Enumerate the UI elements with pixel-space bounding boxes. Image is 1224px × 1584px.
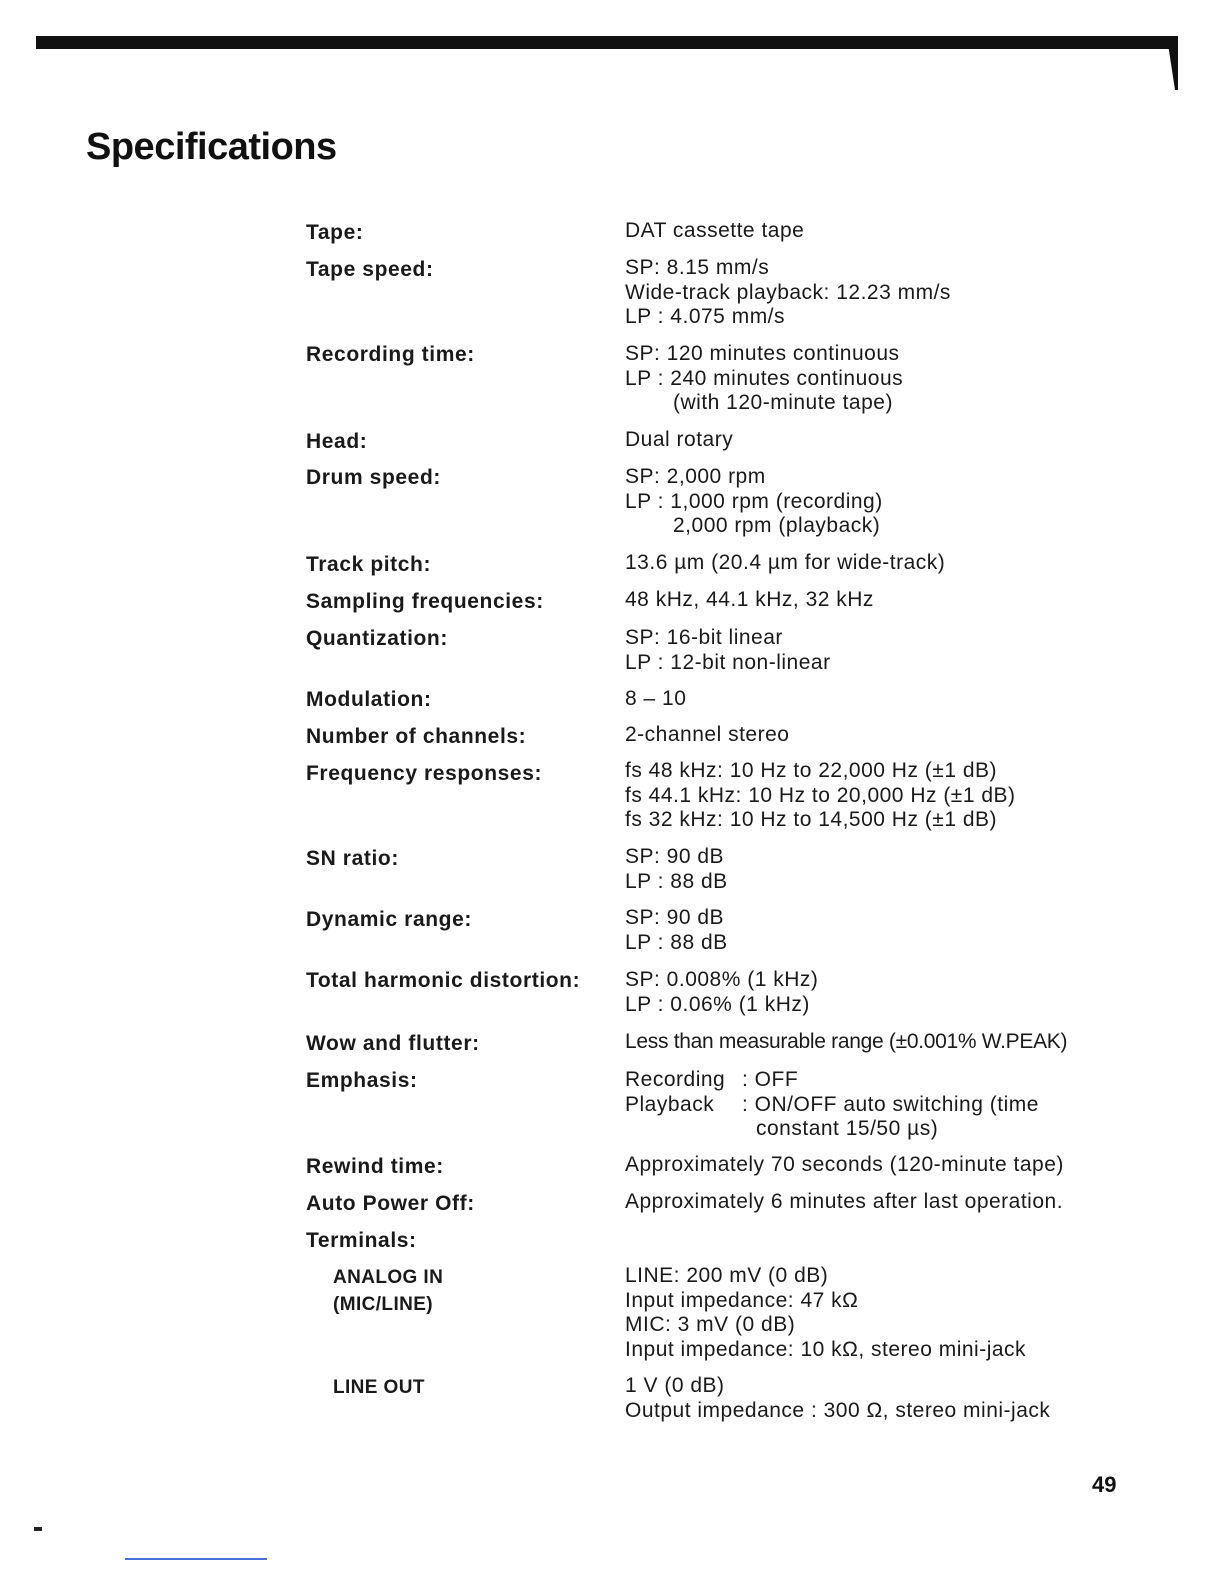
spec-line: fs 48 kHz: 10 Hz to 22,000 Hz (±1 dB) [625, 759, 998, 782]
spec-label-tape-speed: Tape speed: [306, 258, 434, 281]
spec-value-recording-time [625, 342, 903, 416]
spec-label-sn-ratio: SN ratio: [306, 847, 399, 870]
spec-label-line-out: LINE OUT [333, 1377, 425, 1398]
spec-label-track-pitch: Track pitch: [306, 553, 432, 576]
spec-line: 8 – 10 [625, 687, 687, 710]
spec-label-frequency-responses: Frequency responses: [306, 762, 543, 785]
spec-line: LP : 1,000 rpm (recording) [625, 489, 883, 513]
spec-line: fs 32 kHz: 10 Hz to 14,500 Hz (±1 dB) [625, 808, 998, 831]
spec-label-number-of-channels: Number of channels: [306, 725, 527, 748]
spec-label-auto-power-off: Auto Power Off: [306, 1192, 475, 1215]
spec-value-tape [625, 219, 804, 244]
spec-line: Approximately 6 minutes after last operation. [625, 1190, 1064, 1213]
spec-line: SP: 2,000 rpm [625, 465, 766, 488]
spec-value-emphasis [625, 1068, 1039, 1142]
spec-line: fs 44.1 kHz: 10 Hz to 20,000 Hz (±1 dB) [625, 783, 1016, 807]
spec-value-sn-ratio [625, 845, 728, 894]
emphasis-recording-value: : OFF [742, 1068, 799, 1091]
spec-value-analog-in [625, 1264, 1026, 1362]
spec-label-modulation: Modulation: [306, 688, 432, 711]
spec-label-sampling-frequencies: Sampling frequencies: [306, 590, 544, 613]
spec-line: LP : 88 dB [625, 930, 728, 954]
spec-label-emphasis: Emphasis: [306, 1069, 418, 1092]
spec-label-rewind-time: Rewind time: [306, 1155, 444, 1178]
spec-line: LP : 88 dB [625, 869, 728, 893]
spec-line: Less than measurable range (±0.001% W.PEAK) [625, 1030, 1068, 1053]
spec-value-line-out [625, 1374, 1050, 1423]
spec-line: LINE: 200 mV (0 dB) [625, 1264, 829, 1287]
spec-line: Wide-track playback: 12.23 mm/s [625, 280, 951, 304]
spec-label-head: Head: [306, 430, 368, 453]
spec-line [625, 1093, 1039, 1118]
spec-value-number-of-channels [625, 723, 789, 748]
spec-value-tape-speed [625, 256, 951, 330]
spec-label-drum-speed: Drum speed: [306, 466, 441, 489]
spec-line: Input impedance: 47 kΩ [625, 1288, 859, 1312]
spec-line: SP: 0.008% (1 kHz) [625, 968, 819, 991]
scan-mark [34, 1527, 42, 1531]
spec-line: LP : 12-bit non-linear [625, 650, 831, 674]
spec-line: SP: 8.15 mm/s [625, 256, 770, 279]
emphasis-playback-value: : ON/OFF auto switching (time [742, 1092, 1039, 1116]
spec-label-terminals: Terminals: [306, 1229, 417, 1252]
spec-line: MIC: 3 mV (0 dB) [625, 1313, 796, 1336]
spec-line: LP : 240 minutes continuous [625, 366, 904, 390]
spec-label-total-harmonic-distortion: Total harmonic distortion: [306, 969, 581, 992]
spec-value-frequency-responses [625, 759, 1016, 833]
spec-value-sampling-frequencies [625, 588, 874, 613]
spec-line: DAT cassette tape [625, 219, 805, 242]
emphasis-playback-key: Playback [625, 1092, 715, 1116]
header-rule [36, 36, 1178, 49]
spec-label-dynamic-range: Dynamic range: [306, 908, 472, 931]
spec-line: (with 120-minute tape) [673, 391, 893, 414]
spec-line: SP: 16-bit linear [625, 626, 783, 649]
analog-in-label-line-1: ANALOG IN [333, 1267, 444, 1288]
spec-value-track-pitch [625, 551, 945, 576]
spec-value-drum-speed [625, 465, 883, 539]
spec-value-total-harmonic-distortion [625, 968, 818, 1017]
spec-line: Approximately 70 seconds (120-minute tape) [625, 1153, 1064, 1176]
header-rule-corner [1168, 44, 1178, 90]
page-number: 49 [1092, 1472, 1117, 1497]
spec-label-analog-in [333, 1264, 443, 1318]
spec-line: 2,000 rpm (playback) [673, 514, 881, 537]
spec-value-rewind-time [625, 1153, 1064, 1178]
spec-line: SP: 90 dB [625, 906, 725, 929]
analog-in-label-line-2: (MIC/LINE) [333, 1294, 434, 1315]
spec-value-quantization [625, 626, 831, 675]
spec-line: 48 kHz, 44.1 kHz, 32 kHz [625, 588, 874, 611]
spec-line: 2-channel stereo [625, 723, 790, 746]
spec-line: SP: 90 dB [625, 845, 725, 868]
spec-line: Input impedance: 10 kΩ, stereo mini-jack [625, 1337, 1027, 1361]
spec-label-quantization: Quantization: [306, 627, 448, 650]
spec-value-head [625, 428, 733, 453]
spec-line: LP : 0.06% (1 kHz) [625, 992, 810, 1016]
spec-line [625, 1068, 1039, 1093]
spec-line: Dual rotary [625, 428, 734, 451]
page-title: Specifications [86, 126, 337, 168]
bottom-divider-line [125, 1558, 267, 1560]
spec-value-modulation [625, 687, 686, 712]
spec-line: SP: 120 minutes continuous [625, 342, 900, 365]
spec-label-recording-time: Recording time: [306, 343, 475, 366]
spec-line: 1 V (0 dB) [625, 1374, 725, 1397]
spec-line: LP : 4.075 mm/s [625, 305, 786, 328]
spec-label-wow-and-flutter: Wow and flutter: [306, 1032, 480, 1055]
spec-line: constant 15/50 µs) [756, 1117, 939, 1140]
spec-value-wow-and-flutter [625, 1030, 1067, 1055]
spec-line: 13.6 µm (20.4 µm for wide-track) [625, 551, 946, 574]
spec-value-dynamic-range [625, 906, 728, 955]
spec-label-tape: Tape: [306, 221, 364, 244]
spec-line: Output impedance : 300 Ω, stereo mini-jack [625, 1398, 1051, 1422]
emphasis-recording-key: Recording [625, 1068, 726, 1091]
spec-value-auto-power-off [625, 1190, 1063, 1215]
